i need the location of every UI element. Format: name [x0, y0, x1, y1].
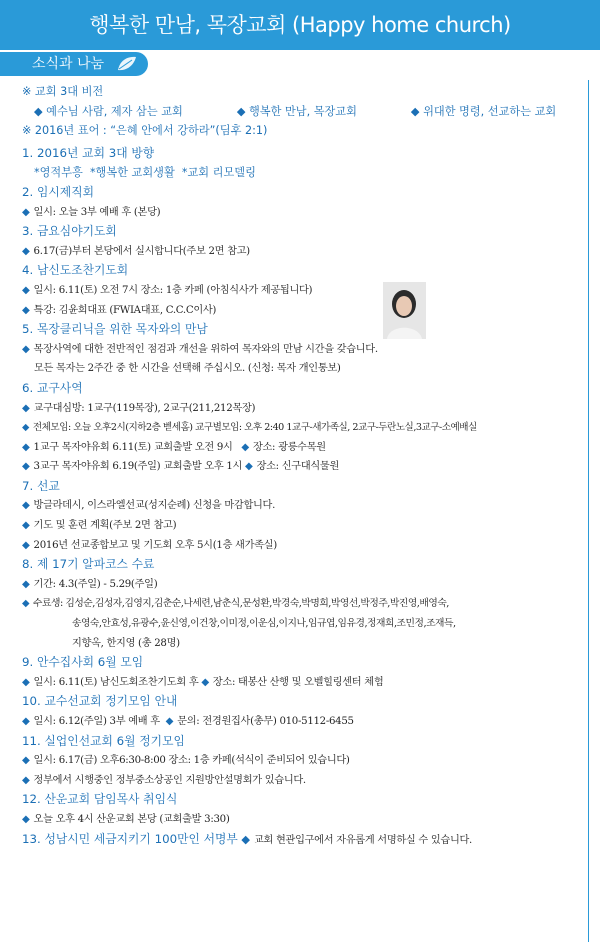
- section-title: 1. 2016년 교회 3대 방향: [22, 145, 155, 160]
- diamond-bullet-icon: ◆: [245, 461, 253, 473]
- list-item: ◆ 기간: 4.3(주일) - 5.29(주일): [22, 578, 158, 590]
- list-item: ◆ 기도 및 훈련 계획(주보 2면 참고): [22, 520, 177, 532]
- diamond-bullet-icon: ◆: [22, 716, 30, 727]
- direction-item: *행복한 교회생활: [89, 166, 175, 180]
- section-title: 8. 제 17기 알파코스 수료: [22, 557, 155, 572]
- section-title-row: 13. 성남시민 세금지키기 100만인 서명부 ◆ 교회 현관입구에서 자유롭게 서명하실 수 있습니다.: [22, 831, 472, 846]
- list-item: ◆ 1교구 목자야유회 6.11(토) 교회출발 오전 9시 ◆ 장소: 광릉수목원: [22, 441, 326, 453]
- section-tab: [0, 52, 148, 76]
- diamond-bullet-icon: ◆: [241, 441, 249, 453]
- section-title: 2. 임시제직회: [22, 184, 94, 199]
- list-item: ◆ 오늘 오후 4시 산운교회 본당 (교회출발 3:30): [22, 813, 230, 825]
- vision-item: ◆ 행복한 만남, 목장교회: [236, 104, 357, 118]
- section-title: 5. 목장클리닉을 위한 목자와의 만남: [22, 322, 208, 337]
- vision-item: ◆ 예수님 사람, 제자 삼는 교회: [34, 104, 183, 118]
- diamond-bullet-icon: ◆: [22, 422, 29, 434]
- list-item: ◆ 6.17(금)부터 본당에서 실시합니다(주보 2면 참고): [22, 245, 250, 257]
- diamond-bullet-icon: ◆: [22, 500, 30, 512]
- diamond-bullet-icon: ◆: [22, 755, 30, 767]
- section-title: 11. 실업인선교회 6월 정기모임: [22, 733, 185, 748]
- diamond-bullet-icon: ◆: [22, 304, 30, 316]
- diamond-bullet-icon: ◆: [241, 832, 250, 846]
- list-item: ◆ 일시: 6.12(주일) 3부 예배 후 ◆ 문의: 전경원집사(총무) 010-5112-6455: [22, 716, 354, 727]
- section-title: 7. 선교: [22, 478, 60, 493]
- list-item: ◆ 일시: 6.11(토) 오전 7시 장소: 1층 카페 (아침식사가 제공됩니다): [22, 284, 313, 296]
- section-title: 12. 산운교회 담임목사 취임식: [22, 792, 178, 807]
- list-item: ◆ 수료생: 김성순,김성자,김영지,김춘순,나세련,남춘식,문성환,박경숙,박명희,박영선,박정주,박진영,배영숙,: [22, 598, 449, 610]
- diamond-bullet-icon: ◆: [22, 578, 30, 590]
- vision-item: ◆ 위대한 명령, 선교하는 교회: [410, 104, 557, 118]
- diamond-bullet-icon: ◆: [22, 441, 30, 453]
- vision-list: [22, 102, 587, 122]
- diamond-bullet-icon: ◆: [165, 716, 174, 727]
- list-item: ◆ 특강: 김윤희대표 (FWIA대표, C.C.C이사): [22, 304, 217, 316]
- vision-heading: ※ 교회 3대 비전: [22, 85, 104, 98]
- leaf-icon: [116, 55, 138, 73]
- direction-list: [22, 163, 587, 183]
- announcements: [22, 82, 587, 849]
- diamond-bullet-icon: ◆: [22, 813, 30, 825]
- direction-item: *영적부흥: [34, 166, 83, 180]
- diamond-bullet-icon: ◆: [22, 676, 30, 688]
- diamond-bullet-icon: ◆: [22, 520, 30, 532]
- list-item-continued: 모든 목자는 2주간 중 한 시간을 선택해 주십시오. (신청: 목자 개인통보): [34, 363, 341, 375]
- page-banner: [0, 0, 600, 50]
- list-item: ◆ 3교구 목자야유회 6.19(주일) 교회출발 오후 1시 ◆ 장소: 신구대식물원: [22, 461, 339, 473]
- list-item: ◆ 일시: 오늘 3부 예배 후 (본당): [22, 206, 161, 218]
- section-title: 9. 안수집사회 6월 모임: [22, 655, 144, 670]
- list-item: ◆ 일시: 6.11(토) 남신도회조찬기도회 후 ◆ 장소: 태봉산 산행 및 오벨힐링센터 체험: [22, 676, 384, 688]
- list-item: ◆ 목장사역에 대한 전반적인 점검과 개선을 위하여 목자와의 만남 시간을 갖습니다.: [22, 343, 378, 355]
- section-title: 4. 남신도조찬기도회: [22, 263, 129, 278]
- list-item: ◆ 정부에서 시행중인 정부중소상공인 지원방안설명회가 있습니다.: [22, 774, 306, 786]
- diamond-bullet-icon: ◆: [22, 245, 30, 257]
- diamond-bullet-icon: ◆: [22, 461, 30, 473]
- list-item: ◆ 2016년 선교종합보고 및 기도회 오후 5시(1층 새가족실): [22, 539, 277, 551]
- section-title: 6. 교구사역: [22, 380, 83, 395]
- yearly-motto: ※ 2016년 표어 : “은혜 안에서 강하라”(딤후 2:1): [22, 124, 268, 138]
- list-item: ◆ 방글라데시, 이스라엘선교(성지순례) 신청을 마감합니다.: [22, 500, 276, 512]
- diamond-bullet-icon: ◆: [22, 402, 30, 414]
- diamond-bullet-icon: ◆: [22, 774, 30, 786]
- list-item: ◆ 전체모임: 오늘 오후2시(지하2층 벧세홈) 교구별모임: 오후 2:40 1교구-새가족실, 2교구-두란노실,3교구-소예배실: [22, 422, 477, 434]
- list-item: ◆ 일시: 6.17(금) 오후6:30-8:00 장소: 1층 카페(석식이 준비되어 있습니다): [22, 755, 350, 767]
- section-title: 10. 교수선교회 정기모임 안내: [22, 694, 178, 709]
- section-title: 3. 금요심야기도회: [22, 224, 117, 239]
- diamond-bullet-icon: ◆: [22, 343, 30, 355]
- list-item-continued: 지향옥, 한지영 (총 28명): [72, 637, 180, 649]
- diamond-bullet-icon: ◆: [22, 206, 30, 218]
- list-item: ◆ 교구대심방: 1교구(119목장), 2교구(211,212목장): [22, 402, 256, 414]
- diamond-bullet-icon: ◆: [22, 598, 30, 610]
- diamond-bullet-icon: ◆: [22, 284, 30, 296]
- banner-title: 행복한 만남, 목장교회 (Happy home church): [89, 13, 511, 37]
- diamond-bullet-icon: ◆: [201, 676, 209, 688]
- section-title: 13. 성남시민 세금지키기 100만인 서명부: [22, 831, 238, 846]
- section-label: 소식과 나눔: [32, 56, 105, 72]
- direction-item: *교회 리모델링: [181, 166, 256, 180]
- diamond-bullet-icon: ◆: [22, 539, 30, 551]
- list-item-continued: 송영숙,안효성,유광수,윤신영,이건창,이미정,이운심,이지나,임규엽,임유경,정재희,조민정,조재득,: [72, 618, 456, 630]
